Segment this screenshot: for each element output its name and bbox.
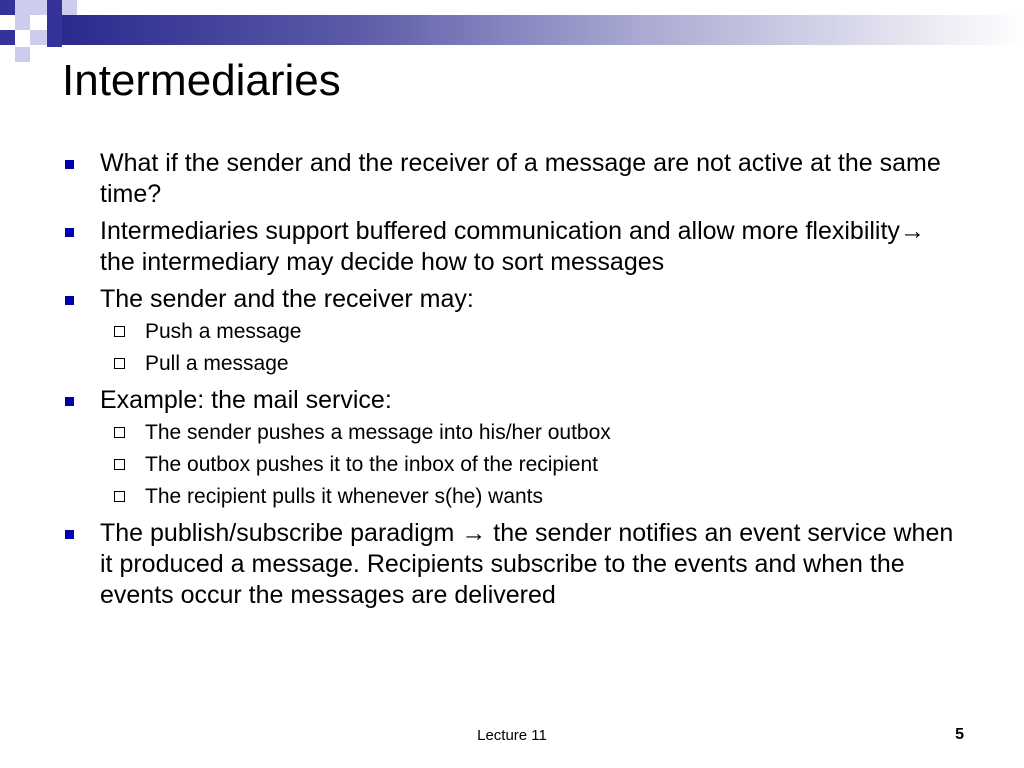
sub-bullet-text: The outbox pushes it to the inbox of the recipient [145, 453, 598, 476]
bullet-item [62, 216, 962, 278]
hollow-square-bullet-icon [114, 326, 125, 337]
deco-square [62, 0, 77, 15]
sub-bullet-text: Pull a message [145, 352, 289, 375]
sub-bullet-item [62, 319, 962, 345]
right-arrow-icon: → [461, 519, 487, 547]
sub-bullet-item [62, 452, 962, 478]
bullet-item [62, 284, 962, 315]
header-gradient-bar [62, 15, 1024, 45]
footer-label: Lecture 11 [477, 727, 547, 744]
square-bullet-icon [65, 530, 74, 539]
deco-square [47, 0, 62, 15]
hollow-square-bullet-icon [114, 427, 125, 438]
bullet-item [62, 148, 962, 210]
sub-bullet-text: The recipient pulls it whenever s(he) wants [145, 485, 544, 508]
deco-square [30, 30, 47, 45]
bullet-text: the sender notifies an event service when it produced a message. Recipients subscribe to the events and when the events occur the messages are delivered [100, 519, 954, 609]
sub-bullet-item [62, 484, 962, 510]
bullet-text: The sender and the receiver may: [100, 285, 474, 313]
bullet-text: Example: the mail service: [100, 386, 392, 414]
slide-title: Intermediaries [62, 56, 341, 105]
bullet-text: The publish/subscribe paradigm [100, 519, 462, 547]
bullet-item [62, 518, 962, 611]
bullet-text: What if the sender and the receiver of a message are not active at the same time? [100, 149, 941, 208]
right-arrow-icon: → [899, 217, 925, 245]
sub-bullet-text: The sender pushes a message into his/her outbox [145, 421, 611, 444]
square-bullet-icon [65, 296, 74, 305]
square-bullet-icon [65, 397, 74, 406]
deco-square [0, 0, 15, 15]
deco-square [0, 30, 15, 45]
hollow-square-bullet-icon [114, 459, 125, 470]
sub-bullet-item [62, 420, 962, 446]
deco-square [47, 15, 62, 47]
deco-square [15, 15, 30, 30]
square-bullet-icon [65, 228, 74, 237]
bullet-text: Intermediaries support buffered communication and allow more flexibility [100, 217, 900, 245]
sub-bullet-text: Push a message [145, 320, 302, 343]
hollow-square-bullet-icon [114, 491, 125, 502]
bullet-text: the intermediary may decide how to sort messages [100, 248, 665, 276]
hollow-square-bullet-icon [114, 358, 125, 369]
square-bullet-icon [65, 160, 74, 169]
page-number: 5 [955, 726, 964, 743]
deco-square [15, 0, 47, 15]
bullet-item [62, 385, 962, 416]
deco-square [15, 47, 30, 62]
slide-content [62, 148, 962, 617]
sub-bullet-item [62, 351, 962, 377]
